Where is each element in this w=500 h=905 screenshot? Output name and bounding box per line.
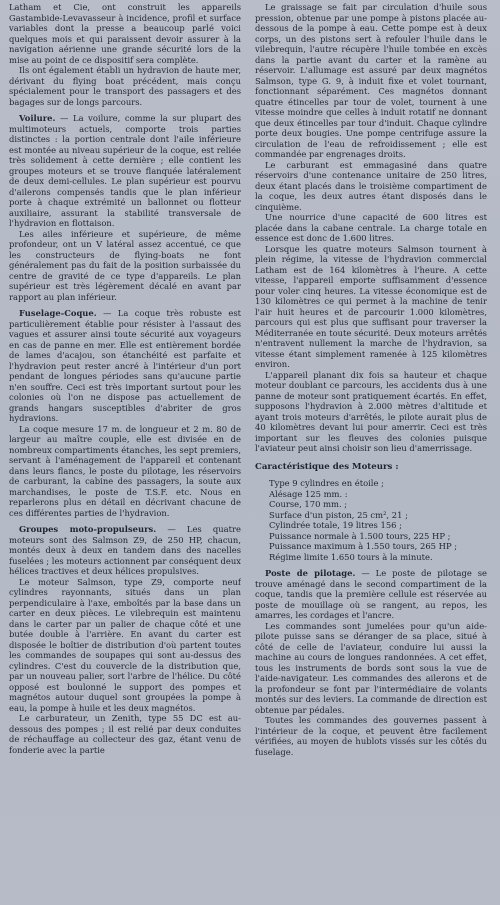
specs-list [255, 478, 487, 562]
groupes-text: — Les quatre moteurs sont des Salmson Z9, de 250 HP, chacun, montés deux à deux en tandem dans des nacelles fuselées ; les moteurs actionnent par conséquent deux hélices tractives et deux hélices propulsives. [9, 524, 241, 576]
left-column [9, 2, 241, 905]
spec-item: Type 9 cylindres en étoile ; [269, 478, 384, 488]
right-column [255, 2, 487, 905]
carburant-paragraph: Le carburant est emmagasiné dans quatre réservoirs d'une contenance unitaire de 250 litres, deux étant placés dans le troisième compartiment de la coque, les deux autres étant disposés dans le cinquième. [255, 159, 487, 212]
poste-text: — Le poste de pilotage se trouve aménagé dans le second compartiment de la coque, tandis que la première cellule est réservée au poste de mouillage où se rangent, au repos, les amarres, les cordages et l'ancre. [255, 568, 487, 620]
fuselage-paragraph [9, 308, 241, 424]
vitesse-paragraph: Lorsque les quatre moteurs Salmson tournent à plein régime, la vitesse de l'hydravion commercial Latham est de 164 kilomètres à l'heure. A cette vitesse, l'appareil emporte suffisamment d'essence pour voler cinq heures. La vitesse économique est de 130 kilomètres ce qui permet à la machine de tenir l'air huit heures et de parcourir 1.000 kilomètres, parcours qui est plus que suffisant pour traverser la Méditerranée en toute sécurité. Deux moteurs arrêtés n'entravent nullement la marche de l'hydravion, sa vitesse étant simplement ramenée à 125 kilomètres environ. [255, 243, 487, 369]
spec-item: Alésage 125 mm. : [269, 488, 348, 499]
groupes-paragraph-3: Le carburateur, un Zenith, type 55 DC est au-dessous des pompes ; il est relié par deux conduites de réchauffage au collecteur des gaz, étant venu de fonderie avec la partie [9, 713, 241, 755]
poste-paragraph-2: Les commandes sont jumelées pour qu'un aide-pilote puisse sans se déranger de sa place, situé à côté de celle de l'aviateur, conduire lui aussi la machine au cours de longues randonnées. A cet effet, tous les instruments de bords sont sous la vue de l'aide-navigateur. Les commandes des ailerons et de la profondeur se font par l'intermédiaire de volants montés sur des leviers. La commande de direction est obtenue par pédales. [255, 620, 487, 715]
voilure-text: — La voilure, comme la sur plupart des multimoteurs actuels, comporte trois parties distinctes : la portion centrale dont l'aile inférieure est montée au niveau supérieur de la coque, est reliée très solidement à cette dernière ; elle contient les groupes moteurs et se trouve flanquée latéralement de deux demi-cellules. Le plan supérieur est pourvu d'ailerons compensés tandis que le plan inférieur porte à chaque extrémité un ballonnet ou flotteur auxiliaire, assurant la stabilité transversale de l'hydravion en flottaison. [9, 113, 241, 228]
spec-item: Régime limite 1.650 tours à la minute. [269, 551, 433, 562]
voilure-paragraph [9, 113, 241, 229]
groupes-paragraph-2: Le moteur Salmson, type Z9, comporte neuf cylindres rayonnants, situés dans un plan perpendiculaire à l'axe, emboîtés par la base dans un carter en deux pièces. Le vilebrequin est maintenu dans le carter par un palier de chaque côté et une butée double à l'arrière. En avant du carter est disposée le boîtier de distribution d'où partent toutes les commandes de soupapes qui sont au-dessus des cylindres. C'est du couvercle de la distribution que, par un nouveau palier, sort l'arbre de l'hélice. Du côté opposé est boulonné le support des pompes et magnétos autour duquel sont groupées la pompe à eau, la pompe à huile et les deux magnétos. [9, 576, 241, 713]
spec-item: Puissance maximum à 1.550 tours, 265 HP ; [269, 541, 458, 551]
poste-paragraph-3: Toutes les commandes des gouvernes passent à l'intérieur de la coque, et peuvent être facilement vérifiées, au moyen de hublots vissés sur les côtés du fuselage. [255, 715, 487, 757]
spec-item: Puissance normale à 1.500 tours, 225 HP ; [269, 530, 451, 541]
groupes-paragraph [9, 524, 241, 577]
planant-paragraph: L'appareil planant dix fois sa hauteur et chaque moteur doublant ce parcours, les accidents dus à une panne de moteur sont pratiquement écartés. En effet, supposons l'hydravion à 2.000 mètres d'altitude et ayant trois moteurs d'arrêtés, le pilote aurait plus de 40 kilomètres devant lui pour amerrir. Ceci est très important sur les fleuves des colonies puisque l'aviateur peut ainsi choisir son lieu d'amerrissage. [255, 369, 487, 453]
fuselage-heading: Fuselage-Coque. [19, 308, 97, 318]
spec-item: Course, 170 mm. ; [269, 499, 348, 509]
fuselage-text: — La coque très robuste est particulièrement établie pour résister à l'assaut des vagues et assurer ainsi toute sécurité aux voyageurs en cas de panne en mer. Elle est entièrement bordée de lames d'acajou, son étanchéité est parfaite et l'hydravion peut rester ancré à l'intérieur d'un port pendant de longues périodes sans qu'aucune partie n'en souffre. Ceci est très important surtout pour les colonies où l'on ne dispose pas actuellement de grands hangars susceptibles d'abriter de gros hydravions. [9, 308, 241, 423]
poste-paragraph [255, 568, 487, 621]
voilure-paragraph-2: Les ailes inférieure et supérieure, de même profondeur, ont un V latéral assez accentué, ce que les constructeurs de flying-boats ne font généralement pas du fait de la position surbaissée du centre de gravité de ce type d'appareils. Le plan supérieur est très légèrement décalé en avant par rapport au plan inférieur. [9, 228, 241, 302]
nourrice-paragraph: Une nourrice d'une capacité de 600 litres est placée dans la cabane centrale. La charge totale en essence est donc de 1.600 litres. [255, 212, 487, 243]
intro-paragraph-2: Ils ont également établi un hydravion de haute mer, dérivant du flying boat précédent, mais conçu spécialement pour le transport des passagers et des bagages sur de longs parcours. [9, 65, 241, 107]
graissage-paragraph: Le graissage se fait par circulation d'huile sous pression, obtenue par une pompe à pistons placée au-dessous de la pompe à eau. Cette pompe est à deux corps, un des pistons sert à refouler l'huile dans le vilebrequin, l'autre récupère l'huile tombée en excès dans la partie avant du carter et la ramène au réservoir. L'allumage est assuré par deux magnétos Salmson, type G. 9, à induit fixe et volet tournant, fonctionnant séparément. Ces magnétos donnant quatre étincelles par tour de volet, tournent à une vitesse moindre que celles à induit rotatif ne donnant que deux étincelles par tour d'induit. Chaque cylindre porte deux bougies. Une pompe centrifuge assure la circulation de l'eau de refroidissement ; elle est commandée par engrenages droits. [255, 2, 487, 159]
spec-item: Cylindrée totale, 19 litres 156 ; [269, 520, 402, 530]
fuselage-paragraph-2: La coque mesure 17 m. de longueur et 2 m. 80 de largeur au maître couple, elle est divisée en de nombreux compartiments étanches, les sept premiers, servant à l'aménagement de l'appareil et contenant dans leurs flancs, le poste du pilotage, les réservoirs de carburant, la cabine des passagers, la soute aux marchandises, le poste de T.S.F. etc. Nous en reparlerons plus en détail en décrivant chacune de ces différentes parties de l'hydravion. [9, 423, 241, 518]
spec-item: Surface d'un piston, 25 cm², 21 ; [269, 509, 408, 520]
intro-paragraph-1: Latham et Cie, ont construit les appareils Gastambide-Levavasseur à incidence, profil et surface variables dont la presse a beaucoup parlé voici quelques mois et qui paraissent devoir assurer à la navigation aérienne une grande sécurité lors de la mise au point de ce dispositif sera complète. [9, 2, 241, 65]
poste-heading: Poste de pilotage. [265, 568, 356, 578]
groupes-heading: Groupes moto-propulseurs. [19, 524, 157, 534]
specs-title: Caractéristique des Moteurs : [255, 461, 399, 472]
voilure-heading: Voilure. [19, 113, 56, 123]
